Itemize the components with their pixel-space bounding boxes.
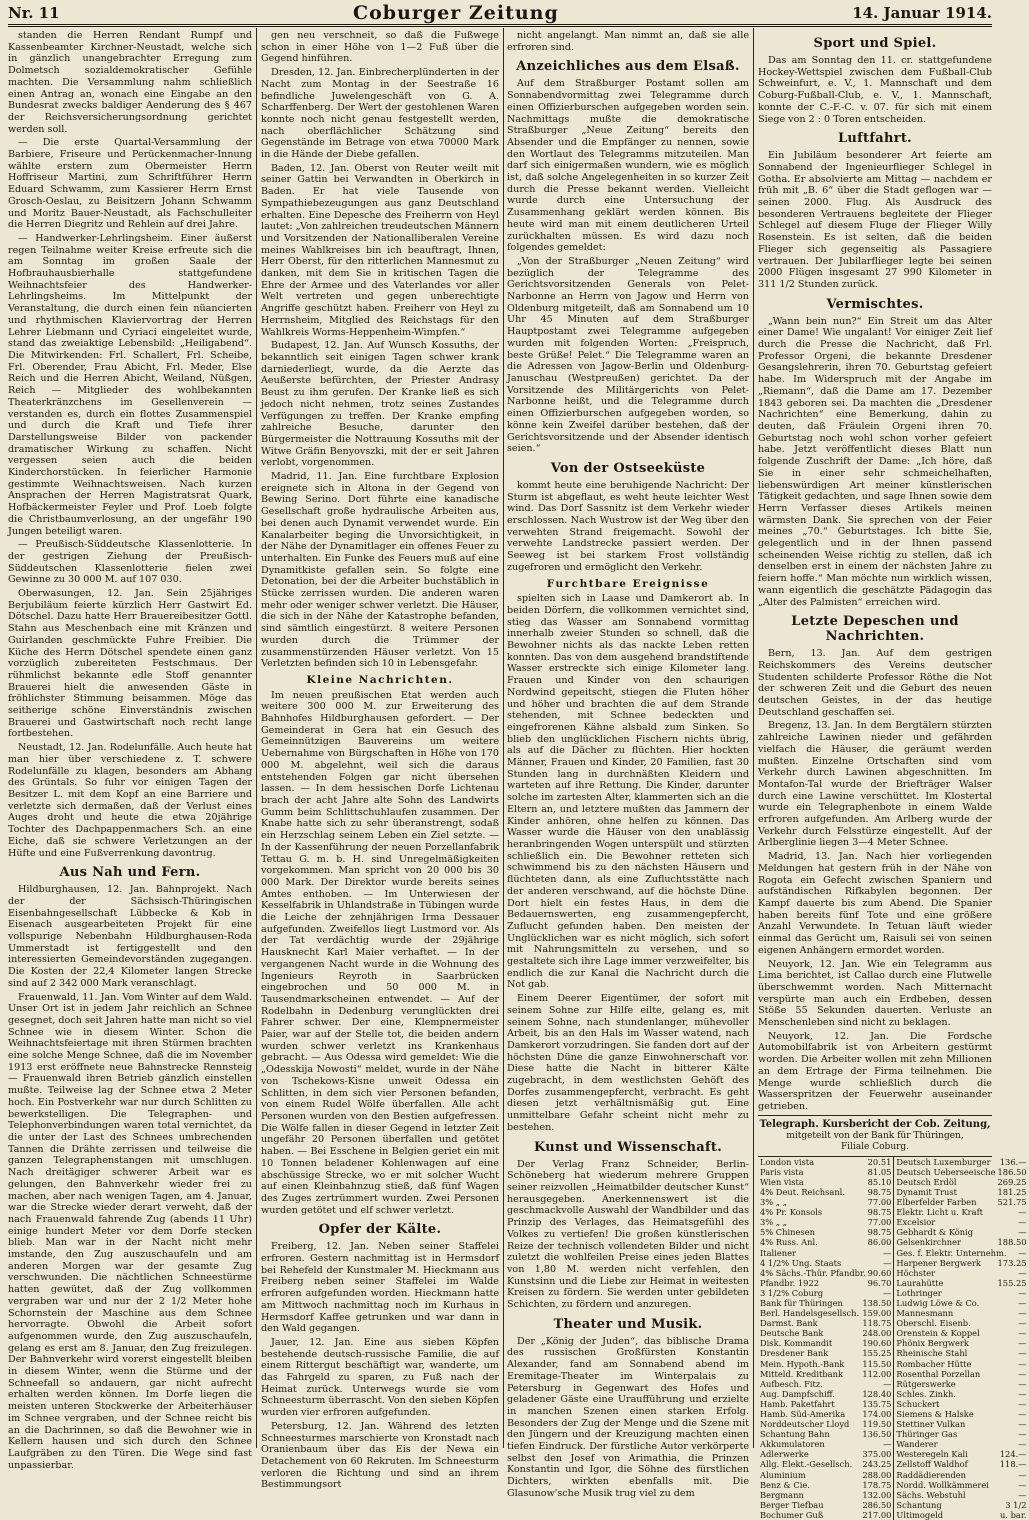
security-name: Adlerwerke [760, 1449, 809, 1460]
table-row [758, 1288, 893, 1298]
security-name: Darmst. Bank [760, 1318, 818, 1329]
security-name: Deutsch Luxemburger [896, 1156, 991, 1167]
section-heading: Anzeichliches aus dem Elsaß. [516, 59, 740, 75]
section-heading: Kunst und Wissenschaft. [533, 1139, 723, 1155]
article-paragraph: gen neu verschneit, so daß die Fußwege schon in einer Höhe von 1—2 Fuß über die Gegend hinführen. [261, 30, 499, 65]
security-name: Dynamit Trust [896, 1186, 957, 1197]
table-row [894, 1187, 1028, 1197]
security-name: Sächs. Webstuhl [896, 1489, 966, 1500]
table-row [894, 1268, 1028, 1278]
table-row [758, 1157, 893, 1167]
table-row [894, 1449, 1028, 1459]
table-title: Telegraph. Kursbericht der Cob. Zeitung, [759, 1118, 991, 1130]
subsection-heading: Furchtbare Ereignisse [546, 577, 710, 590]
security-quote: 248.00 [862, 1328, 892, 1339]
table-row [894, 1177, 1028, 1187]
table-column-left [758, 1157, 893, 1520]
security-quote: 85.10 [867, 1176, 892, 1187]
article-paragraph: Jauer, 12. Jan. Eine aus sieben Köpfen bestehende deutsch-russische Familie, die auf einem Rittergut beschäftigt war, wanderte, um das Fahrgeld zu sparen, zu Fuß nach der Heimat zurück. Unterwegs wurde sie vom Schneesturm überrascht. Von den sieben Köpfen wurden vier erfroren aufgefunden. [261, 1336, 499, 1419]
article-paragraph: standen die Herren Rendant Rumpf und Kassenbeamter Kirchner-Neustadt, welche sich in gänzlich unangebrachter Erregung zum Dolmetsch sozialdemokratischer Gefühle machten. Die Versammlung nahm schließlich einen Antrag an, wonach eine Eingabe an den Bundesrat zwecks baldiger Aenderung des § 467 der Reichsversicherungsordnung gerichtet werden soll. [8, 30, 252, 135]
security-quote: — [1018, 1479, 1027, 1490]
table-subtitle: Filiale Coburg. [840, 1141, 910, 1152]
security-quote: 115.50 [862, 1358, 892, 1369]
article-paragraph: Der „König der Juden“, das biblische Drama des russischen Großfürsten Konstantin Alexander, fand am Sonnabend abend im Eremitage-Theater im Winterpalais zu Petersburg in Gegenwart des Hofes und geladener Gäste eine Uraufführung und erzielte in manchen Szenen einen starken Erfolg. Besonders der Zug der Menge und die Szene mit den Jüngern und der Kreuzigung machten einen tiefen Eindruck. Der fürstliche Autor verkörperte selbst den Josef von Arimathia, die Prinzen Konstantin und Igor, die Söhne des fürstlichen Dichters, wirkten ebenfalls mit. Die Glasunow'sche Musik trug viel zu dem [507, 1335, 749, 1499]
table-row [894, 1167, 1028, 1177]
security-quote: 77.00 [867, 1197, 892, 1208]
security-quote: — [1018, 1439, 1027, 1450]
security-name: Wanderer [896, 1439, 938, 1450]
security-quote: 181.25 [997, 1186, 1027, 1197]
section-heading: Letzte Depeschen und Nachrichten. [791, 614, 959, 645]
table-row [894, 1409, 1028, 1419]
security-quote: 174.00 [862, 1409, 892, 1419]
security-quote: — [1018, 1388, 1027, 1399]
table-row [758, 1278, 893, 1288]
article-paragraph: Petersburg, 12. Jan. Während des letzten Schneesturmes marschierte von Kronstadt nach Oranienbaum über das Eis der Newa ein Detachement von 60 Rekruten. Im Schneesturm verloren die Richtung und sind an ihrem Bestimmungsort [261, 1420, 499, 1491]
table-row [894, 1278, 1028, 1288]
table-row [758, 1328, 893, 1338]
security-name: Thüringer Gas [896, 1429, 958, 1440]
security-quote: — [1018, 1267, 1027, 1278]
security-name: Deutsch Erdöl [896, 1176, 957, 1187]
article-paragraph: Bern, 13. Jan. Auf dem gestrigen Reichskommers des Vereins deutscher Studenten schilderte Professor Röthe die Not der schweren Zeit und die Geburt des neuen deutschen Geistes, in der das heutige Deutschland geschaffen sei. [758, 648, 992, 718]
security-quote: — [883, 1257, 892, 1268]
security-name: 3% „ „ [760, 1217, 788, 1228]
security-name: Hamb. Süd-Amerika [760, 1409, 846, 1419]
table-row [758, 1258, 893, 1268]
security-quote: 128.40 [862, 1388, 892, 1399]
table-row [894, 1399, 1028, 1409]
table-row [894, 1459, 1028, 1469]
table-row [894, 1429, 1028, 1439]
security-name: 3% „ „ [760, 1197, 788, 1208]
table-row [758, 1177, 893, 1187]
security-quote: 98.75 [867, 1227, 892, 1238]
security-quote: 178.75 [862, 1479, 892, 1490]
security-quote: — [883, 1439, 892, 1450]
table-row [894, 1369, 1028, 1379]
security-quote: — [883, 1378, 892, 1389]
section-heading: Theater und Musik. [553, 1316, 703, 1332]
table-row [758, 1490, 893, 1500]
table-row [894, 1490, 1028, 1500]
article-paragraph: Das am Sonntag den 11. cr. stattgefundene Hockey-Wettspiel zwischen dem Fußball-Club Schweinfurt, e. V., 1. Mannschaft und dem Coburg-Fußball-Club, e. V., 1. Mannschaft, konnte der C.-F.-C. v. 07. für sich mit einem Siege von 2 : 0 Toren entscheiden. [758, 55, 992, 125]
table-row [894, 1348, 1028, 1358]
article-paragraph: spielten sich in Laase und Damkerort ab. In beiden Dörfern, die vollkommen vernichtet sind, stieg das Wasser am Sonnabend vormittag innerhalb zweier Stunden so schnell, daß die Bewohner nichts als das nackte Leben retten konnten. Das von dem ausgehend brandstiftende Wasser erstreckte sich einige Kilometer lang. Frauen und Kinder von den schaurigen Nordwind gepeitscht, stiegen die Fluten höher und höher und brachten die auf dem Strande stehenden, mit Schnee bedeckten und eingefrorenen Kähne alsbald zum Sinken. So blieb den unglücklichen Fischern nichts übrig, als auf die Dächer zu flüchten. Hier hockten Männer, Frauen und Kinder, 20 Familien, fast 30 Stunden lang in durchnäßten Kleidern und warteten auf ihre Rettung. Die Kinder, darunter solche im zartesten Alter, klammerten sich an die Eltern an, und letztere mußten das Jammern der Kinder anhören, ohne helfen zu können. Das Wasser wurde die Häuser von den unablässig heranbringenden Wogen unterspült und stürzten schließlich ein. Die Bewohner retteten sich schwimmend bis zu den nächsten Häusern und flüchteten dann, als eine Zufluchtsstätte nach der anderen verschwand, auf die höchste Düne. Dort hielt ein festes Haus, in dem die Bedauernswerten, eng zusammengepfercht, Zuflucht gefunden haben. Den meisten der Unglücklichen war es nicht möglich, sich sofort mit Nahrungsmitteln zu versehen, und so gestaltete sich ihre Lage immer verzweifelter, bis endlich die zur Kanal die Nachricht durch die Not gab. [507, 593, 749, 991]
table-row [894, 1298, 1028, 1308]
security-name: Allg. Elekt.-Gesellsch. [760, 1459, 853, 1470]
table-row [758, 1207, 893, 1217]
table-row [758, 1419, 893, 1429]
security-quote: 186.50 [997, 1166, 1027, 1177]
security-quote: 138.50 [862, 1297, 892, 1308]
security-name: Mannesmann [896, 1308, 954, 1319]
security-name: Rheinische Stahl [896, 1348, 968, 1359]
table-row [758, 1369, 893, 1379]
security-quote: 521.75 [997, 1197, 1027, 1208]
section-heading: Opfer der Kälte. [318, 1222, 442, 1238]
section-heading: Aus Nah und Fern. [59, 865, 201, 881]
table-row [894, 1197, 1028, 1207]
security-name: Zellstoff Waldhof [896, 1459, 968, 1470]
security-quote: 96.70 [867, 1277, 892, 1288]
table-row [758, 1308, 893, 1318]
article-paragraph: Frauenwald, 11. Jan. Vom Winter auf dem Wald. Unser Ort ist in jedem Jahr reichlich an Schnee gesegnet, doch seit Jahren hatte man nicht so viel Schnee wie in diesem Winter. Schon die Weihnachtsfeiertage mit ihren Stürmen brachten eine solche Menge Schnee, daß die im November 1913 erst eröffnete neue Bahnstrecke Rennsteig — Frauenwald ihren Betrieb gänzlich einstellen mußte. Teilweise lag der Schnee etwa 2 Meter hoch. Ein Postverkehr war nur durch Schlitten zu bewerkstelligen. Die Telegraphen- und Telephonverbindungen waren total vernichtet, da die unter der Last des Schnees umbrechenden Tannen die Drähte zerrissen und teilweise die ganzen Telegraphenstangen mit umschlugen. Nach dreitägiger schwerer Arbeit war es gelungen, den Bahnverkehr wieder frei zu machen, aber nach wenigen Tagen, am 4. Januar, war die Strecke wieder derart verweht, daß der nach Frauenwald fahrende Zug (abends 11 Uhr) einige hundert Meter vor dem Dorfe stecken blieb. Man war in der Nacht nicht mehr imstande, den Zug auszuschaufeln und am anderen Morgen war der gesamte Zug verschwunden. Die nächtlichen Schneestürme hatten gewütet, daß der Zug vollkommen vergraben war und nur der 2 1/2 Meter hohe Schornstein der Maschine aus dem Schnee hervorragte. Obwohl die Arbeit sofort aufgenommen wurde, den Zug auszuschaufeln, gelang es erst am 8. Januar, den Zug freizulegen. Der Bahnverkehr wird vorerst eingestellt bleiben in diesem Winter, wenn die Stürme und der Schneefall so andauern, gar nicht aufrecht erhalten werden können. Im Dorfe liegen die meisten unteren Stockwerke der Arbeiterhäuser im Schnee vergraben, und der Schnee reicht bis an die Dachrinnen, so daß die Bewohner wie in Kellern hausen und sich durch den Schnee Laufgräben zu den Türen. Die Wege sind fast unpassierbar. [8, 991, 252, 1471]
column-1 [8, 30, 252, 1471]
security-name: Bank für Thüringen [760, 1297, 843, 1308]
security-quote: — [1018, 1318, 1027, 1329]
security-name: Laurahütte [896, 1277, 944, 1288]
security-name: 4% Deut. Reichsanl. [760, 1186, 845, 1197]
table-row [758, 1348, 893, 1358]
security-name: Dresdener Bank [760, 1348, 829, 1359]
table-row [894, 1480, 1028, 1490]
table-row [758, 1298, 893, 1308]
security-quote: 159.00 [862, 1308, 892, 1319]
column-rule [503, 28, 504, 1448]
security-quote: 135.75 [862, 1398, 892, 1409]
security-quote: 81.05 [867, 1166, 892, 1177]
table-row [758, 1197, 893, 1207]
security-quote: 132.00 [862, 1489, 892, 1500]
security-name: Berger Tiefbau [760, 1499, 824, 1510]
security-name: Schuckert [896, 1398, 940, 1409]
security-quote: 286.50 [862, 1499, 892, 1510]
security-quote: — [1018, 1338, 1027, 1349]
table-row [894, 1248, 1028, 1258]
table-row [894, 1217, 1028, 1227]
security-quote: 90.60 [867, 1267, 892, 1278]
security-name: Harpener Bergwerk [896, 1257, 981, 1268]
table-row [758, 1500, 893, 1510]
table-grid [758, 1156, 1027, 1520]
article-paragraph: Ein Jubiläum besonderer Art feierte am Sonnabend der Ingenieurflieger Schlegel in Gotha. Er absolvierte am Mittag — nachdem er früh mit „B. 6“ über die Stadt geflogen war — seinen 2000. Flug. Als Ausdruck des besonderen Vertrauens begleitete der Flieger Schlegel auf diesem Fluge der Flieger Willy Rosenstein. Es ist selten, daß die beiden Flieger sich gegenseitig als Passagiere vertrauen. Der Jubilarflieger legte bei seinen 2000 Flügen insgesamt 27 990 Kilometer in 311 1/2 Stunden zurück. [758, 150, 992, 290]
table-row [758, 1187, 893, 1197]
security-quote: 136.— [999, 1156, 1027, 1167]
security-name: Norddeutscher Lloyd [760, 1419, 850, 1430]
table-row [758, 1429, 893, 1439]
article-paragraph: „Von der Straßburger „Neuen Zeitung“ wird bezüglich der Telegramme des Gerichtsvorsitzenden Generals von Pelet-Narbonne an Herrn von Jagow und Herrn von Oldenburg mitgeteilt, daß am Sonnabend um 10 Uhr 45 Minuten auf dem Straßburger Hauptpostamt zwei Telegramme aufgegeben wurden mit folgenden Worten: „Freispruch, beste Grüße! Pelet.“ Die Telegramme waren an die Adressen von Jagow-Berlin und Oldenburg-Januschau (Westpreußen) gerichtet. Da der Vorsitzende des Militärgerichts von Pelet-Narbonne heißt, und die Telegramme durch einen Offizierburschen aufgegeben worden, so könne kein Zweifel darüber bestehen, daß der Gerichtsvorsitzende und der Absender identisch seien.“ [507, 255, 749, 455]
table-row [894, 1288, 1028, 1298]
table-row [758, 1268, 893, 1278]
security-quote: — [1018, 1287, 1027, 1298]
page-header [8, 2, 992, 27]
security-name: Rütgerswerke [896, 1378, 956, 1389]
security-quote: 118.— [999, 1459, 1027, 1470]
security-name: Pfandbr. 1922 [760, 1277, 820, 1288]
security-name: Bergmann [760, 1489, 804, 1500]
table-row [894, 1308, 1028, 1318]
article-paragraph: Neuyork, 12. Jan. Die Fordsche Automobilfabrik ist von Arbeitern gestürmt worden. Die Arbeiter wollen mit zehn Millionen an dem Ertrage der Firma teilnehmen. Die Menge wurde schließlich durch die Wasserspritzen der Feuerwehr auseinander getrieben. [758, 1030, 992, 1112]
security-name: Excelsior [896, 1217, 936, 1228]
security-quote: — [1018, 1227, 1027, 1238]
table-row [894, 1258, 1028, 1268]
table-row [894, 1379, 1028, 1389]
security-name: Mein. Hypoth.-Bank [760, 1358, 845, 1369]
article-paragraph: — Die erste Quartal-Versammlung der Barbiere, Friseure und Perückenmacher-Innung wählte erstern zum Obermeister Herrn Hoffriseur Martini, zum Schriftführer Herrn Eduard Schwamm, zum Kassierer Herrn Ernst Grosch-Oeslau, zu Beisitzern Johann Schwamm und Moritz Bauer-Neustadt, als Fachschulleiter die Herren Diegritz und Rehlein auf drei Jahre. [8, 137, 252, 231]
section-heading: Sport und Spiel. [813, 36, 937, 51]
column-rule [753, 28, 754, 1448]
article-paragraph: Neustadt, 12. Jan. Rodelunfälle. Auch heute hat man hier über verschiedene z. T. schwere Rodelunfälle zu klagen, besonders am Abhang des Grüntals. So fuhr vor einigen Tagen der Besitzer L. mit dem Kopf an eine Barriere und verletzte sich dermaßen, daß der Verlust eines Auges droht und heute die etwa 20jährige Tochter des Dachpappenmachers Sch. an eine Eiche, daß sie schwere Verletzungen an der Hüfte und eine Fußverrenkung davontrug. [8, 742, 252, 859]
security-quote: 119.50 [862, 1419, 892, 1430]
table-column-right [893, 1157, 1028, 1520]
security-quote: 173.25 [997, 1257, 1027, 1268]
security-name: Westeregeln Kali [896, 1449, 968, 1460]
table-row [894, 1237, 1028, 1247]
table-row [894, 1157, 1028, 1167]
table-row [758, 1480, 893, 1490]
security-quote: 188.50 [997, 1237, 1027, 1248]
security-quote: — [883, 1247, 892, 1258]
article-paragraph: Oberwasungen, 12. Jan. Sein 25jähriges Berjubiläum feierte kürzlich Herr Gastwirt Ed. Dötschel. Dazu hatte Herr Brauereibesitzer Gottl. Stahn aus Meschenbach eine mit Kränzen und Guirlanden geschmückte Fuhre Freibier. Die Küche des Herrn Dötschel spendete einen ganz vorzüglich zubereiteten Festschmaus. Der rühmlichst bekannte edle Stoff genannter Brauerei hielt die anwesenden Gäste in fröhlichster Stimmung beisammen. Möge das seitherige schöne Einverständnis zwischen Brauerei und Gastwirtschaft noch recht lange fortbestehen. [8, 588, 252, 740]
security-quote: 98.75 [867, 1186, 892, 1197]
security-name: Höchster [896, 1267, 936, 1278]
security-quote: 155.25 [862, 1348, 892, 1359]
table-row [758, 1227, 893, 1237]
security-quote: 190.60 [862, 1338, 892, 1349]
security-quote: — [1018, 1297, 1027, 1308]
security-quote: — [1018, 1409, 1027, 1419]
section-heading: Luftfahrt. [837, 131, 913, 147]
security-name: Oberschl. Eisenb. [896, 1318, 971, 1329]
security-quote: 112.00 [862, 1368, 892, 1379]
article-paragraph: Bregenz, 13. Jan. In dem Bergtälern stürzten zahlreiche Lawinen nieder und gefährden vielfach die Häuser, die geräumt werden mußten. Einzelne Ortschaften sind vom Verkehr durch Lawinen abgeschnitten. Im Montafon-Tal wurde der Briefträger Walser durch eine Lawine verschüttet. Im Klostertal wurde ein Telegraphenbote in einem Walde erfroren aufgefunden. Am Arlberg wurde der Verkehr durch Felsstürze eingestellt. Auf der Arlberglinie liegen 3—4 Meter Schnee. [758, 720, 992, 849]
table-row [894, 1318, 1028, 1328]
security-name: Stettiner Vulkan [896, 1419, 966, 1430]
table-row [894, 1389, 1028, 1399]
column-4 [758, 30, 1027, 1520]
article-paragraph: — Preußisch-Süddeutsche Klassenlotterie. In der gestrigen Ziehung der Preußisch-Süddeutschen Klassenlotterie fielen zwei Gewinne zu 30 000 M. auf 107 030. [8, 539, 252, 586]
article-paragraph: Hildburghausen, 12. Jan. Bahnprojekt. Nach der der Sächsisch-Thüringischen Eisenbahngesellschaft Lübbecke & Kob in Eisenach ausgearbeiteten Projekt für eine vollspurige Nebenbahn Hildburghausen-Roda Ummerstadt ist fertiggestellt und den interessierten Gemeindevorständen zugegangen. Die Kosten der 22,4 Kilometer langen Strecke sind auf 2 342 000 Mark veranschlagt. [8, 884, 252, 989]
table-row [758, 1359, 893, 1369]
security-name: Elberfelder Farben [896, 1197, 977, 1208]
security-name: Raddädierenden [896, 1469, 967, 1480]
security-quote: 124.— [999, 1449, 1027, 1460]
security-quote: — [1018, 1207, 1027, 1218]
article-paragraph: Madrid, 13. Jan. Nach hier vorliegenden Meldungen hat gestern früh in der Nähe von Rogota ein Gefecht zwischen Spaniern und aufständischen Rifkabylen begonnen. Der Kampf dauerte bis zum Abend. Die Spanier haben bereits fünf Tote und eine größere Anzahl Verwundete. In Tetuan läuft wieder einmal das Gerücht um, Raisuli sei von seinen eigenen Anhängern ermordet worden. [758, 851, 992, 956]
security-name: Schantung Bahn [760, 1429, 830, 1440]
table-row [894, 1359, 1028, 1369]
article-paragraph: Freiberg, 12. Jan. Neben seiner Staffelei erfroren. Gestern nachmittag ist in Hermsdorf bei Rehefeld der Kunstmaler M. Hieckmann aus Freiberg neben seiner Staffelei im Walde erfroren aufgefunden worden. Hieckmann hatte am Mittwoch nachmittag noch im Kurhaus in Hermsdorf Kaffee getrunken und war dann in den Wald gegangen. [261, 1241, 499, 1335]
article-paragraph: — Handwerker-Lehrlingsheim. Einer äußerst regen Teilnahme weiter Kreise erfreute sich die am Sonntag im großen Saale der Hofbrauhausbierhalle stattgefundene Weihnachtsfeier des Handwerker-Lehrlingsheims. Im Mittelpunkt der Veranstaltung, die durch einen fein nüancierten und rhythmischen Klaviervortrag der Herren Lehrer Liebmann und Cyriaci eingeleitet wurde, stand das zweiaktige Lebensbild: „Heiligabend“. Die Mitwirkenden: Frl. Schallert, Frl. Scheibe, Frl. Oberender, Frau Abicht, Frl. Meder, Else Reich und die Herren Abicht, Weiland, Nüßgen, Reich — Mitglieder des wohlbekannten Theaterkränzchens im Gesellenverein — verstanden es, durch ein flottes Zusammenspiel und durch die Kraft und Tiefe ihrer Darstellungsweise Bilder von packender dramatischer Wirkung zu schaffen. Nicht vergessen seien auch die beiden Kinderchorstücken. In feierlicher Harmonie gestimmte Weihnachtsweisen. Nach kurzen Ansprachen der Herren Magistratsrat Quark, Hofbäckermeister Feyler und Prof. Loeb folgte die Christbaumverlosung, an der ungefähr 190 Jungen beteiligt waren. [8, 232, 252, 537]
security-quote: 118.75 [862, 1318, 892, 1329]
article-paragraph: Der Verlag Franz Schneider, Berlin-Schöneberg hat wiederum mehrere Gruppen seiner reizvollen „Heimatbilder deutscher Kunst“ herausgegeben. Anerkennenswert ist die geschmackvolle Auswahl der Wandbilder und das Prinzip des Verlages, das Heimatsgefühl des Volkes zu vertiefen! Die großen künstlerischen Reize der technisch vollendeten Bilder und nicht zuletzt die wohlfeilen Preise eines jeden Blattes von 1,80 M. werden nicht verfehlen, den Kunstsinn und die Liebe zur Heimat in weitesten Kreisen zu fördern. Sie werden unter gebildeten Schichten, zu fördern und anzuregen. [507, 1158, 749, 1311]
security-name: Italiener [760, 1247, 796, 1258]
security-name: Deutsch Ueberseeische [896, 1166, 996, 1177]
security-name: Akkumulatoren [760, 1439, 825, 1450]
security-name: Aufbesch. Fitz. [760, 1378, 823, 1389]
security-quote: 375.00 [862, 1449, 892, 1460]
security-name: Disk. Kommandit [760, 1338, 833, 1349]
article-paragraph: Auf dem Straßburger Postamt sollen am Sonnabendvormittag zwei Telegramme durch einen Offizierburschen aufgegeben worden sein. Nachmittags mußte die demokratische Straßburger „Neue Zeitung“ bereits den Absender und die Empfänger zu nennen, sowie den Wortlaut des Telegramms mitzuteilen. Man darf sich einigermaßen wundern, wie es möglich ist, daß solche Angelegenheiten in so kurzer Zeit durch die Presse bekannt werden. Vielleicht wurde durch eine Untersuchung der Zusammenhang geklärt werden können. Bis heute wird man mit einem deutlicheren Urteil zurückhalten müssen. Es wird dazu noch folgendes gemeldet: [507, 78, 749, 254]
section-heading: Vermischtes. [826, 296, 924, 312]
table-row [758, 1399, 893, 1409]
page-number: Nr. 11 [8, 4, 60, 22]
table-row [758, 1439, 893, 1449]
security-quote: — [1018, 1429, 1027, 1440]
security-quote: 155.25 [997, 1277, 1027, 1288]
security-quote: — [883, 1287, 892, 1298]
table-row [894, 1470, 1028, 1480]
security-quote: — [1018, 1469, 1027, 1480]
security-name: 4% Pr. Konsols [760, 1207, 823, 1218]
article-paragraph: Dresden, 12. Jan. Einbrecherplünderten in der Nacht zum Montag in der Seestraße 16 befindliche Juwelengeschäft von G. A. Scharffenberg. Der Wert der gestohlenen Waren konnte noch nicht genau festgestellt werden, nach oberflächlicher Schätzung sind Gegenstände im Betrage von etwa 70000 Mark in die Hände der Diebe gefallen. [261, 67, 499, 161]
security-name: Deutsche Bank [760, 1328, 824, 1339]
security-name: Paris vista [760, 1166, 804, 1177]
security-name: 3 1/2% Coburg [760, 1287, 824, 1298]
security-name: Schles. Zinkh. [896, 1388, 956, 1399]
table-row [758, 1338, 893, 1348]
security-quote: — [1018, 1358, 1027, 1369]
security-quote: — [1018, 1378, 1027, 1389]
article-paragraph: „Wann bein nun?“ Ein Streit um das Alter einer Dame! Wie ungalant! Vor einiger Zeit lief durch die Presse die Nachricht, daß Frl. Professor Orgeni, die bekannte Dresdener Gesangslehrerin, ihren 70. Geburtstag gefeiert habe. Im Widerspruch mit der Angabe im „Riemann“, daß die Dame am 17. Dezember 1843 geboren sei. Da machten die „Dresdener Nachrichten“ eine Bemerkung, dahin zu deuten, daß Fräulein Orgeni ihren 70. Geburtstag noch wohl schon vorher gefeiert habe. Jetzt veröffentlicht dieses Blatt nun folgende Zuschrift der Dame: „Ich höre, daß Sie in einer sehr schmeichelhaften, liebenswürdigen Art meiner künstlerischen Tätigkeit gedachten, und sage Ihnen sowie dem Herrn Verfasser dieses Artikels meinen wärmsten Dank. Sie sprechen von der Feier meines „70.“ Geburtstages. Ich bitte Sie, gelegentlich und in der Ihnen passend scheinenden Weise richtig zu stellen, daß ich denselben erst in einem der nächsten Jahre zu feiern hoffe.“ Man möchte nun wirklich wissen, wann eigentlich die geschätzte Pädagogin das „Alter des Palmisten“ erreichen wird. [758, 315, 992, 608]
article-paragraph: Im neuen preußischen Etat werden auch weitere 300 000 M. zur Erweiterung des Bahnhofes Hildburghausen gefordert. — Der Gemeinderat in Gera hat ein Gesuch des Gemeinnützigen Bauvereins um weitere Uebernahme von Bürgschaften in Höhe von 170 000 M. abgelehnt, weil sich die daraus entstehenden Folgen gar nicht übersehen lassen. — In dem hessischen Dorfe Lichtenau brach der acht Jahre alte Sohn des Landwirts Gumm beim Schlittschuhlaufen zusammen. Der Knabe hatte sich zu sehr überanstrengt, sodaß ein Herzschlag seinem Leben ein Ziel setzte. — In der Kassenführung der neuen Porzellanfabrik Tettau G. m. b. H. sind Unregelmäßigkeiten vorgekommen. Man spricht von 20 000 bis 30 000 Mark. Der Direktor wurde bereits seines Amtes enthoben. — Im Unterwiesen der Kesselfabrik in Uhlandstraße in Tübingen wurde die Leiche der zehnjährigen Irma Dessauer aufgefunden. Zweifellos liegt Lustmord vor. Als der Tat verdächtig wurde der 29jährige Hausknecht Karl Maier verhaftet. — In der vergangenen Nacht wurde in die Wohnung des Ingenieurs Reyroth in Saarbrücken eingebrochen und 50 000 M. in Tausendmarkscheinen entwendet. — Auf der Rodelbahn in Dedenburg verunglückten drei Fahrer schwer. Der eine, Klempnermeister Paier, war auf der Stelle tot, die beiden andern wurden schwer verletzt ins Krankenhaus gebracht. — Aus Odessa wird gemeldet: Wie die „Odesskija Nowosti“ meldet, wurde in der Nähe von Tschekows-Kisne unweit Odessa ein Schlitten, in dem sich vier Personen befanden, von einem Rudel Wölfe überfallen. Alle acht Personen wurden von den Bestien aufgefressen. Die Wölfe fallen in dieser Gegend in letzter Zeit ungefähr 20 Personen überfallen und getötet haben. — Bei Esschene in Belgien geriet ein mit 10 Tonnen beladener Kohlenwagen auf eine abschüssige Strecke, wo er mit solcher Wucht auf einen Kleinbahnzug stieß, daß fünf Wagen des Zuges zertrümmert wurden. Zwei Personen wurden getötet und elf schwer verletzt. [261, 689, 499, 1216]
article-paragraph: Madrid, 11. Jan. Eine furchtbare Explosion ereignete sich in Altona in der Gegend von Bewing Serino. Dort führte eine kanadische Gesellschaft große hydraulische Arbeiten aus, bei denen auch Dynamit verwendet wurde. Ein Kanalarbeiter beging die Unvorsichtigkeit, in der Nähe der Dynamitlager ein offenes Feuer zu unterhalten. Ein Funke des Feuers muß auf eine Dynamitkiste gefallen sein. So folgte eine Detonation, bei der die Arbeiter buchstäblich in Stücke zerrissen wurden. Die anderen waren mehr oder weniger schwer verletzt. Die Häuser, die sich in der Nähe der Katastrophe befanden, sind sämtlich eingestürzt. 8 weitere Personen wurden durch die Trümmer der zusammenstürzenden Häuser verletzt. Von 15 Verletzten befinden sich 10 in Lebensgefahr. [261, 471, 499, 670]
section-heading: Von der Ostseeküste [550, 460, 706, 476]
table-row [758, 1217, 893, 1227]
security-name: Lothringer [896, 1287, 942, 1298]
security-name: Aug. Dampfschiff. [760, 1388, 835, 1399]
security-quote: — [1018, 1308, 1027, 1319]
table-row [894, 1510, 1028, 1520]
security-quote: — [1018, 1348, 1027, 1359]
security-quote: 77.00 [867, 1217, 892, 1228]
security-quote: 269.25 [997, 1176, 1027, 1187]
security-quote: 86.00 [867, 1237, 892, 1248]
table-row [758, 1459, 893, 1469]
table-row [758, 1248, 893, 1258]
table-row [758, 1389, 893, 1399]
security-quote: 136.50 [862, 1429, 892, 1440]
article-paragraph: Budapest, 12. Jan. Auf Wunsch Kossuths, der bekanntlich seit einigen Tagen schwer krank darniederliegt, wurde, da die Aerzte das Aeußerste befürchten, der Priester Andrasy Beust zu ihm gerufen. Der Kranke ließ es sich jedoch nicht nehmen, trotz seines Zustandes Verfügungen zu treffen. Der Kranke empfing zahlreiche Besuche, darunter den Bürgermeister die Nottrauung Kossuths mit der Witwe Gräfin Benyovszki, mit der er seit Jahren verlobt, vorgenommen. [261, 340, 499, 469]
masthead: Coburger Zeitung [353, 2, 559, 24]
security-quote: — [1018, 1368, 1027, 1379]
security-name: Gebhardt & König [896, 1227, 974, 1238]
security-quote: — [1018, 1398, 1027, 1409]
table-row [758, 1318, 893, 1328]
security-name: Elektr. Licht u. Kraft [896, 1207, 983, 1218]
table-row [894, 1439, 1028, 1449]
subsection-heading: Kleine Nachrichten. [306, 673, 454, 686]
security-quote: — [1018, 1217, 1027, 1228]
issue-date: 14. Januar 1914. [852, 4, 992, 22]
security-name: Hamb. Paketfahrt [760, 1398, 835, 1409]
table-row [894, 1419, 1028, 1429]
security-name: Ludwig Löwe & Co. [896, 1297, 980, 1308]
article-paragraph: Baden, 12. Jan. Oberst von Reuter weilt mit seiner Gattin bei Verwandten in Oberkirch in Baden. Er hat viele Tausende von Sympathiebezeugungen aus ganz Deutschland erhalten. Eine Depesche des Freiherrn von Heyl lautet: „Von zahlreichen treudeutschen Männern und Vorsitzenden der Nationalliberalen Vereine meines Wahlkreises bin ich beauftragt, Ihnen, Herr Oberst, für den ritterlichen Mannesmut zu danken, mit dem Sie in kritischen Tagen die Ehre der Armee und des Vaterlandes vor aller Welt vertreten und gegen unberechtigte Angriffe geschützt haben. Freiherr von Heyl zu Herrnsheim, Mitglied des Reichstags für den Wahlkreis Worms-Heppenheim-Wimpfen.“ [261, 162, 499, 338]
security-name: Ultimogeld [896, 1509, 944, 1520]
table-row [894, 1328, 1028, 1338]
table-subtitle: mitgeteilt von der Bank für Thüringen, [786, 1130, 964, 1141]
security-quote: 98.75 [867, 1207, 892, 1218]
table-row [758, 1409, 893, 1419]
security-name: Benz & Cie. [760, 1479, 810, 1490]
security-name: 4 1/2% Ung. Staats [760, 1257, 842, 1268]
security-name: Nordd. Wollkämmerei [896, 1479, 989, 1490]
table-row [894, 1338, 1028, 1348]
security-quote: — [1018, 1328, 1027, 1339]
security-quote: 217.00 [862, 1509, 892, 1520]
security-name: 4% Sächs.-Thür. Pfandbr. [760, 1267, 866, 1278]
column-2 [261, 30, 499, 1491]
column-3 [507, 30, 749, 1499]
security-name: Bochumer Guß [760, 1509, 824, 1520]
security-quote: 3 1/2 [1005, 1499, 1027, 1510]
security-name: Ges. f. Elektr. Unternehm. [896, 1247, 1007, 1258]
table-row [758, 1379, 893, 1389]
table-row [758, 1470, 893, 1480]
article-paragraph: Neuyork, 12. Jan. Wie ein Telegramm aus Lima berichtet, ist Callao durch eine Flutwelle überschwemmt worden. Nach Mitternacht verspürte man auch ein Erdbeben, dessen Stöße 55 Sekunden dauerten. Verluste an Menschenleben sind nicht zu beklagen. [758, 958, 992, 1029]
security-name: Rosenthal Porzellan [896, 1368, 981, 1379]
security-quote: 20.51 [867, 1156, 892, 1167]
security-name: Schantung [896, 1499, 942, 1510]
security-quote: u. bar. [999, 1509, 1027, 1520]
security-name: Aluminium [760, 1469, 806, 1480]
security-name: 4% Russ. Anl. [760, 1237, 818, 1248]
security-name: Orenstein & Koppel [896, 1328, 980, 1339]
article-paragraph: kommt heute eine beruhigende Nachricht: Der Sturm ist abgeflaut, es weht heute leichter West wind. Das Dorf Sassnitz ist dem Verkehr wieder erschlossen. Nach Wustrow ist der Weg über den verwehten Strand freigemacht. Sowohl der verwehte Landstrecke passiert werden. Der Seeweg ist bei starkem Frost vollständig zugefroren und ermöglicht den Verkehr. [507, 479, 749, 573]
article-paragraph: Einem Deerer Eigentümer, der sofort mit seinem Sohne zur Hilfe eilte, gelang es, mit seinem Sohne, nach stundenlanger, mühevoller Arbeit, bis an den Hals im Wasser watend, nach Damkerort vorzudringen. Sie fanden dort auf der höchsten Düne die ganze Einwohnerschaft vor. Diese hatte die Nacht in bitterer Kälte zugebracht, in dem westlichsten Gehöft des Dorfes zusammengepfercht, verbracht. Es geht diesen jetzt verhältnismäßig gut. Eine unmittelbare Gefahr scheint nicht mehr zu bestehen. [507, 993, 749, 1133]
security-quote: 243.25 [862, 1459, 892, 1470]
security-name: Gelsenkirchner [896, 1237, 961, 1248]
security-quote: 288.00 [862, 1469, 892, 1480]
security-name: Berl. Handelsgesellsch. [760, 1308, 860, 1319]
article-paragraph: nicht angelangt. Man nimmt an, daß sie alle erfroren sind. [507, 30, 749, 53]
table-row [758, 1167, 893, 1177]
security-name: Wien vista [760, 1176, 804, 1187]
security-quote: — [1018, 1419, 1027, 1430]
table-row [894, 1227, 1028, 1237]
security-name: Siemens & Halske [896, 1409, 974, 1419]
table-row [894, 1207, 1028, 1217]
column-rule [256, 28, 257, 1448]
table-row [758, 1449, 893, 1459]
security-name: Phönix Bergwerk [896, 1338, 969, 1349]
security-name: London vista [760, 1156, 815, 1167]
security-name: Mitteld. Kreditbank [760, 1368, 843, 1379]
table-row [758, 1237, 893, 1247]
security-quote: — [1018, 1247, 1027, 1258]
security-name: 5% Chinesen [760, 1227, 815, 1238]
table-row [894, 1500, 1028, 1510]
security-name: Rombacher Hütte [896, 1358, 972, 1369]
security-quote: — [1018, 1489, 1027, 1500]
stock-quotes-table [758, 1115, 1027, 1520]
table-row [758, 1510, 893, 1520]
